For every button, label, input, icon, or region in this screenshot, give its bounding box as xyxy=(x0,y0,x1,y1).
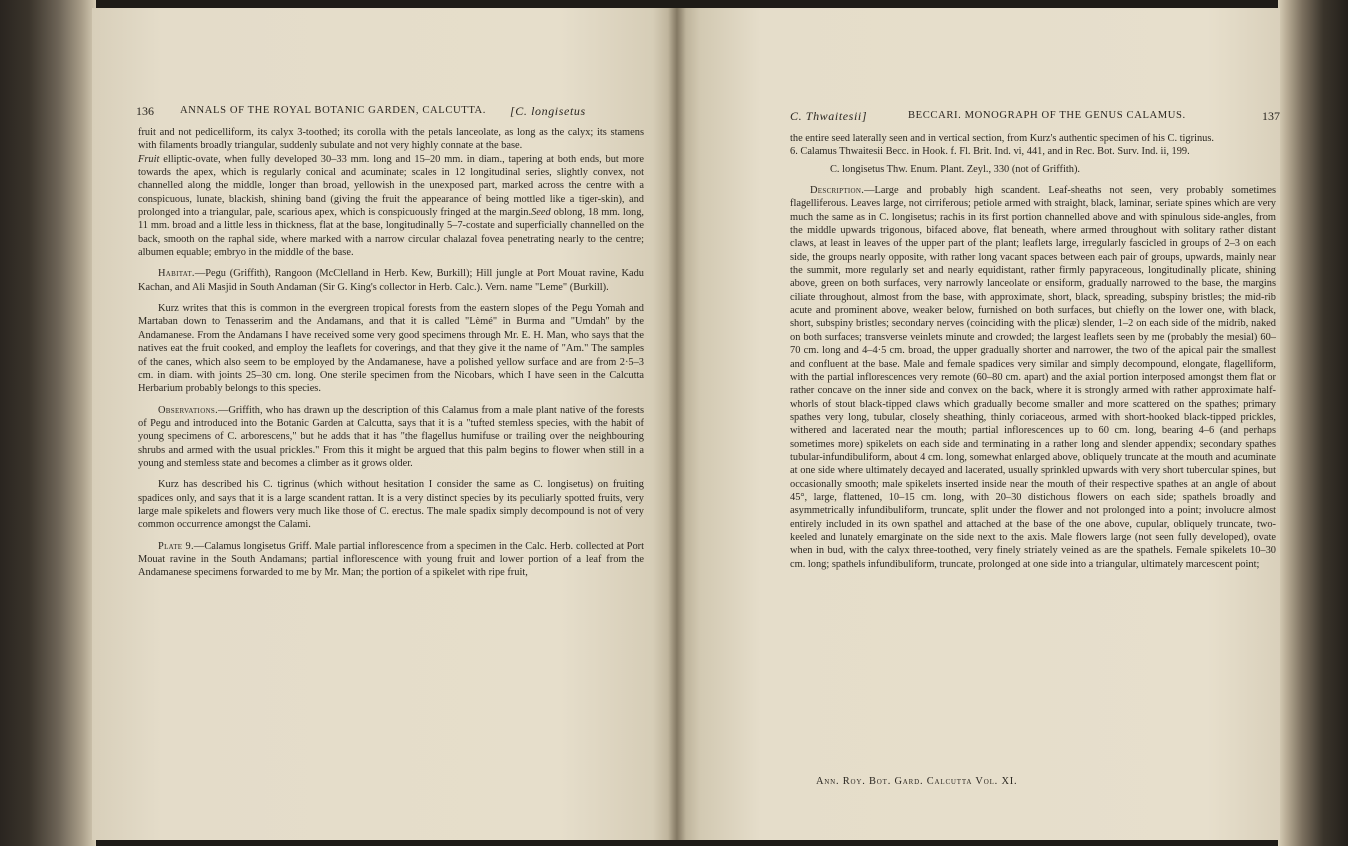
left_page-paragraph-lead: Observations. xyxy=(158,404,218,416)
left_page-paragraph-text: —Pegu (Griffith), Rangoon (McClelland in Herb. Kew, Burkill); Hill jungle at Port Mouat ravine, Kadu Kachan, and Ali Masjid in South Andaman (Sir G. King's collector in Herb. Calc.). Vern. name "Leme" (Burkill). xyxy=(138,268,644,293)
left_page-paragraph xyxy=(138,540,644,580)
right-page-number: 137 xyxy=(1262,109,1280,123)
right_page-paragraph xyxy=(790,184,1276,571)
right_page-paragraph xyxy=(790,132,1276,145)
left_page-paragraph xyxy=(138,404,644,471)
left_page-paragraph xyxy=(138,267,644,294)
right_page-paragraph-text: —Large and probably high scandent. Leaf-sheaths not seen, very probably sometimes flagelliferous. Leaves large, not cirriferous; petiole armed with straight, black, laminar, seriate spines which are very much the same as in C. longisetus; rachis in its first portion channelled above and with spinulous side-angles, from the middle upwards trigonous, bifaced above, flat beneath, where armed throughout with solitary rather distant claws, at least in leaves of the upper part of the plant; leaflets large, irregularly fascicled in groups of 2–3 on each side, the groups nearly opposite, with rather long vacant spaces between each pair of groups, upwards, mainly near the summit, more regularly set and nearly equidistant, rather firmly papyraceous, longitudinally plicate, shining above, green on both surfaces, very narrowly lanceolate or ensiform, gradually narrowed to the base, the margins ciliate throughout, almost from the base, with approximate, short, black, spreading, subspiny bristles; the mid-rib acute and prominent above, weaker below, furnished on both surfaces, but chiefly on the lower one, with black, short, subspiny bristles; secondary nerves (coinciding with the plicæ) slender, 1–2 on each side of the midrib, naked on both surfaces; transverse veinlets minute and crowded; the largest leaflets seen by me (probably the mesial) 60–70 cm. long and 4–4·5 cm. broad, the upper gradually shorter and narrower, the two of the apical pair the smallest and confluent at the base. Male and female spadices very similar and simply decompound, elongate, flagelliform, with the partial inflorescences very remote (60–80 cm. apart) and the axial portion interposed amongst them flat or rather concave on the inner side and convex on the back, where it is strongly armed with rather approximate half-whorls of stout black-tipped claws which gradually become smaller and more scattered on the spathes; primary spathes very long, tubular, closely sheathing, thinly coriaceous, armed with short-hooked black-tipped prickles, withered and lacerated near the mouth; partial inflorescences up to 60 cm. long, bearing 4–6 (and perhaps sometimes more) spikelets on each side and terminating in a rather long and slender appendix; secondary spathes tubular-infundibuliform, about 4 cm. long, somewhat enlarged above, obliquely truncate at the mouth and acuminate at one side where ultimately decayed and lacerated, usually sprinkled upwards with very short tubercular spines, but occasionally smooth; male spikelets inserted inside near the mouth of their respective spathes at an angle of about 45°, large, flattened, 10–15 cm. long, with 20–30 distichous flowers on each side; spathels broadly and asymmetrically infundibuliform, truncate, split under the flower and not prolonged into a point; involucre almost entirely included in its own spathel and attached at the base of the one above, cupular, obliquely truncate, two-keeled and lunately emarginate on the side next to the axis. Male flowers large (not seen fully developed), ovate when in bud, with the calyx three-toothed, very finely striately veined as are the spathels. Female spikelets 10–30 cm. long; spathels infundibuliform, truncate, prolonged at one side into a triangular, ultimately marcescent point; xyxy=(790,185,1276,570)
right-running-head: BECCARI. MONOGRAPH OF THE GENUS CALAMUS. xyxy=(908,110,1186,121)
left_page-paragraph-lead: Seed xyxy=(531,207,551,219)
left-page-body xyxy=(138,126,644,580)
left_page-paragraph xyxy=(138,478,644,531)
right_page-paragraph-lead: Description. xyxy=(810,185,865,197)
left_page-paragraph-text: —Griffith, who has drawn up the description of this Calamus from a male plant native of the forests of Pegu and introduced into the Botanic Garden at Calcutta, says that it is a "tufted stemless species, with the habit of young specimens of C. arborescens," but he adds that it has "the flagellus humifuse or trailing over the neighbouring shrubs and armed with the usual prickles." From this it might be argued that this palm begins to flower when still in a young and stemless state and becomes a climber as it grows older. xyxy=(138,404,644,469)
left_page-paragraph-text: —Calamus longisetus Griff. Male partial inflorescence from a specimen in the Calc. Herb. collected at Port Mouat ravine in the South Andamans; partial inflorescence with young fruit and lower portion of a leaf from the Andamanese specimens forwarded to me by Mr. Man; the portion of a spikelet with ripe fruit, xyxy=(138,540,644,579)
right_page-paragraph-text: C. longisetus Thw. Enum. Plant. Zeyl., 330 (not of Griffith). xyxy=(830,163,1081,175)
right_page-paragraph xyxy=(790,163,1276,176)
left_page-paragraph-text: Kurz writes that this is common in the evergreen tropical forests from the eastern slopes of the Pegu Yomah and Martaban down to Tenasserim and the Andamans, and that it is called "Lèmé" in Burma and "Umdah" by the Andamanese. From the Andamans I have received some very good specimens through Mr. E. H. Man, who says that the natives eat the fruit cooked, and employ the leaflets for coverings, and that they give it the name of "Am." The samples of the canes, which also seem to be employed by the Andamanese, have a polished yellow surface and are from 2·5–3 cm. in diam. with joints 25–30 cm. long. One sterile specimen from the Nicobars, which I have seen in the Calcutta Herbarium probably belongs to this species. xyxy=(138,303,644,395)
book-gutter xyxy=(668,8,686,840)
left_page-paragraph-text: oblong, 18 mm. long, 11 mm. broad and a little less in thickness, flat at the base, longitudinally 5–7-costate and superficially channelled on the back, smooth on the raphal side, where marked with a narrow circular chalazal fovea penetrating nearly to the centre; albumen equable; embryo in the middle of the base. xyxy=(138,207,645,259)
right_page-paragraph-text: 6. Calamus Thwaitesii Becc. in Hook. f. Fl. Brit. Ind. vi, 441, and in Rec. Bot. Surv. Ind. ii, 199. xyxy=(790,146,1190,158)
right-running-head-species: C. Thwaitesii] xyxy=(790,109,868,123)
left_page-paragraph-lead: Habitat. xyxy=(158,268,195,280)
left_page-paragraph-lead: Plate 9. xyxy=(158,540,194,552)
right-page xyxy=(676,8,1280,840)
right-page-body xyxy=(790,132,1276,571)
left_page-paragraph-text: elliptic-ovate, when fully developed 30–33 mm. long and 15–20 mm. in diam., tapering at both ends, but more towards the apex, which is regularly conical and acuminate; scales in 12 longitudinal series, slightly convex, not channelled along the middle, longer than broad, yellowish in the unexposed part, marked across the centre with a conspicuous, lunate, blackish, shining band (giving the fruit the appearance of being mottled like a tiger-skin), and prolonged into a triangular, pale, scarious apex, which is conspicuously fringed at the margin. xyxy=(138,153,644,219)
left_page-paragraph xyxy=(138,302,644,395)
book-edge-left xyxy=(0,0,96,846)
left-page xyxy=(92,8,676,840)
book-edge-right xyxy=(1278,0,1348,846)
left-running-head: ANNALS OF THE ROYAL BOTANIC GARDEN, CALCUTTA. xyxy=(180,105,487,116)
left_page-paragraph-text: fruit and not pedicelliform, its calyx 3-toothed; its corolla with the petals lanceolate, as long as the calyx; its stamens with filaments broadly triangular, suddenly subulate and not very highly connate at the base. xyxy=(138,127,644,152)
right_page-paragraph xyxy=(790,145,1276,158)
left_page-paragraph-lead: Fruit xyxy=(138,153,160,165)
left-running-head-species: [C. longisetus xyxy=(510,104,586,118)
left_page-paragraph xyxy=(138,126,644,153)
left_page-paragraph-text: Kurz has described his C. tigrinus (which without hesitation I consider the same as C. longisetus) on fruiting spadices only, and says that it is a large scandent rattan. It is a very distinct species by its peculiarly spotted fruits, very large male spikelets and flowers very much like those of C. erectus. The male spadix simply decompound is not of very common occurrence amongst the Calami. xyxy=(138,479,644,531)
right_page-paragraph-text: the entire seed laterally seen and in vertical section, from Kurz's authentic specimen of his C. tigrinus. xyxy=(790,133,1215,144)
right-page-footer: Ann. Roy. Bot. Gard. Calcutta Vol. XI. xyxy=(816,776,1018,787)
left-page-number: 136 xyxy=(136,104,154,118)
